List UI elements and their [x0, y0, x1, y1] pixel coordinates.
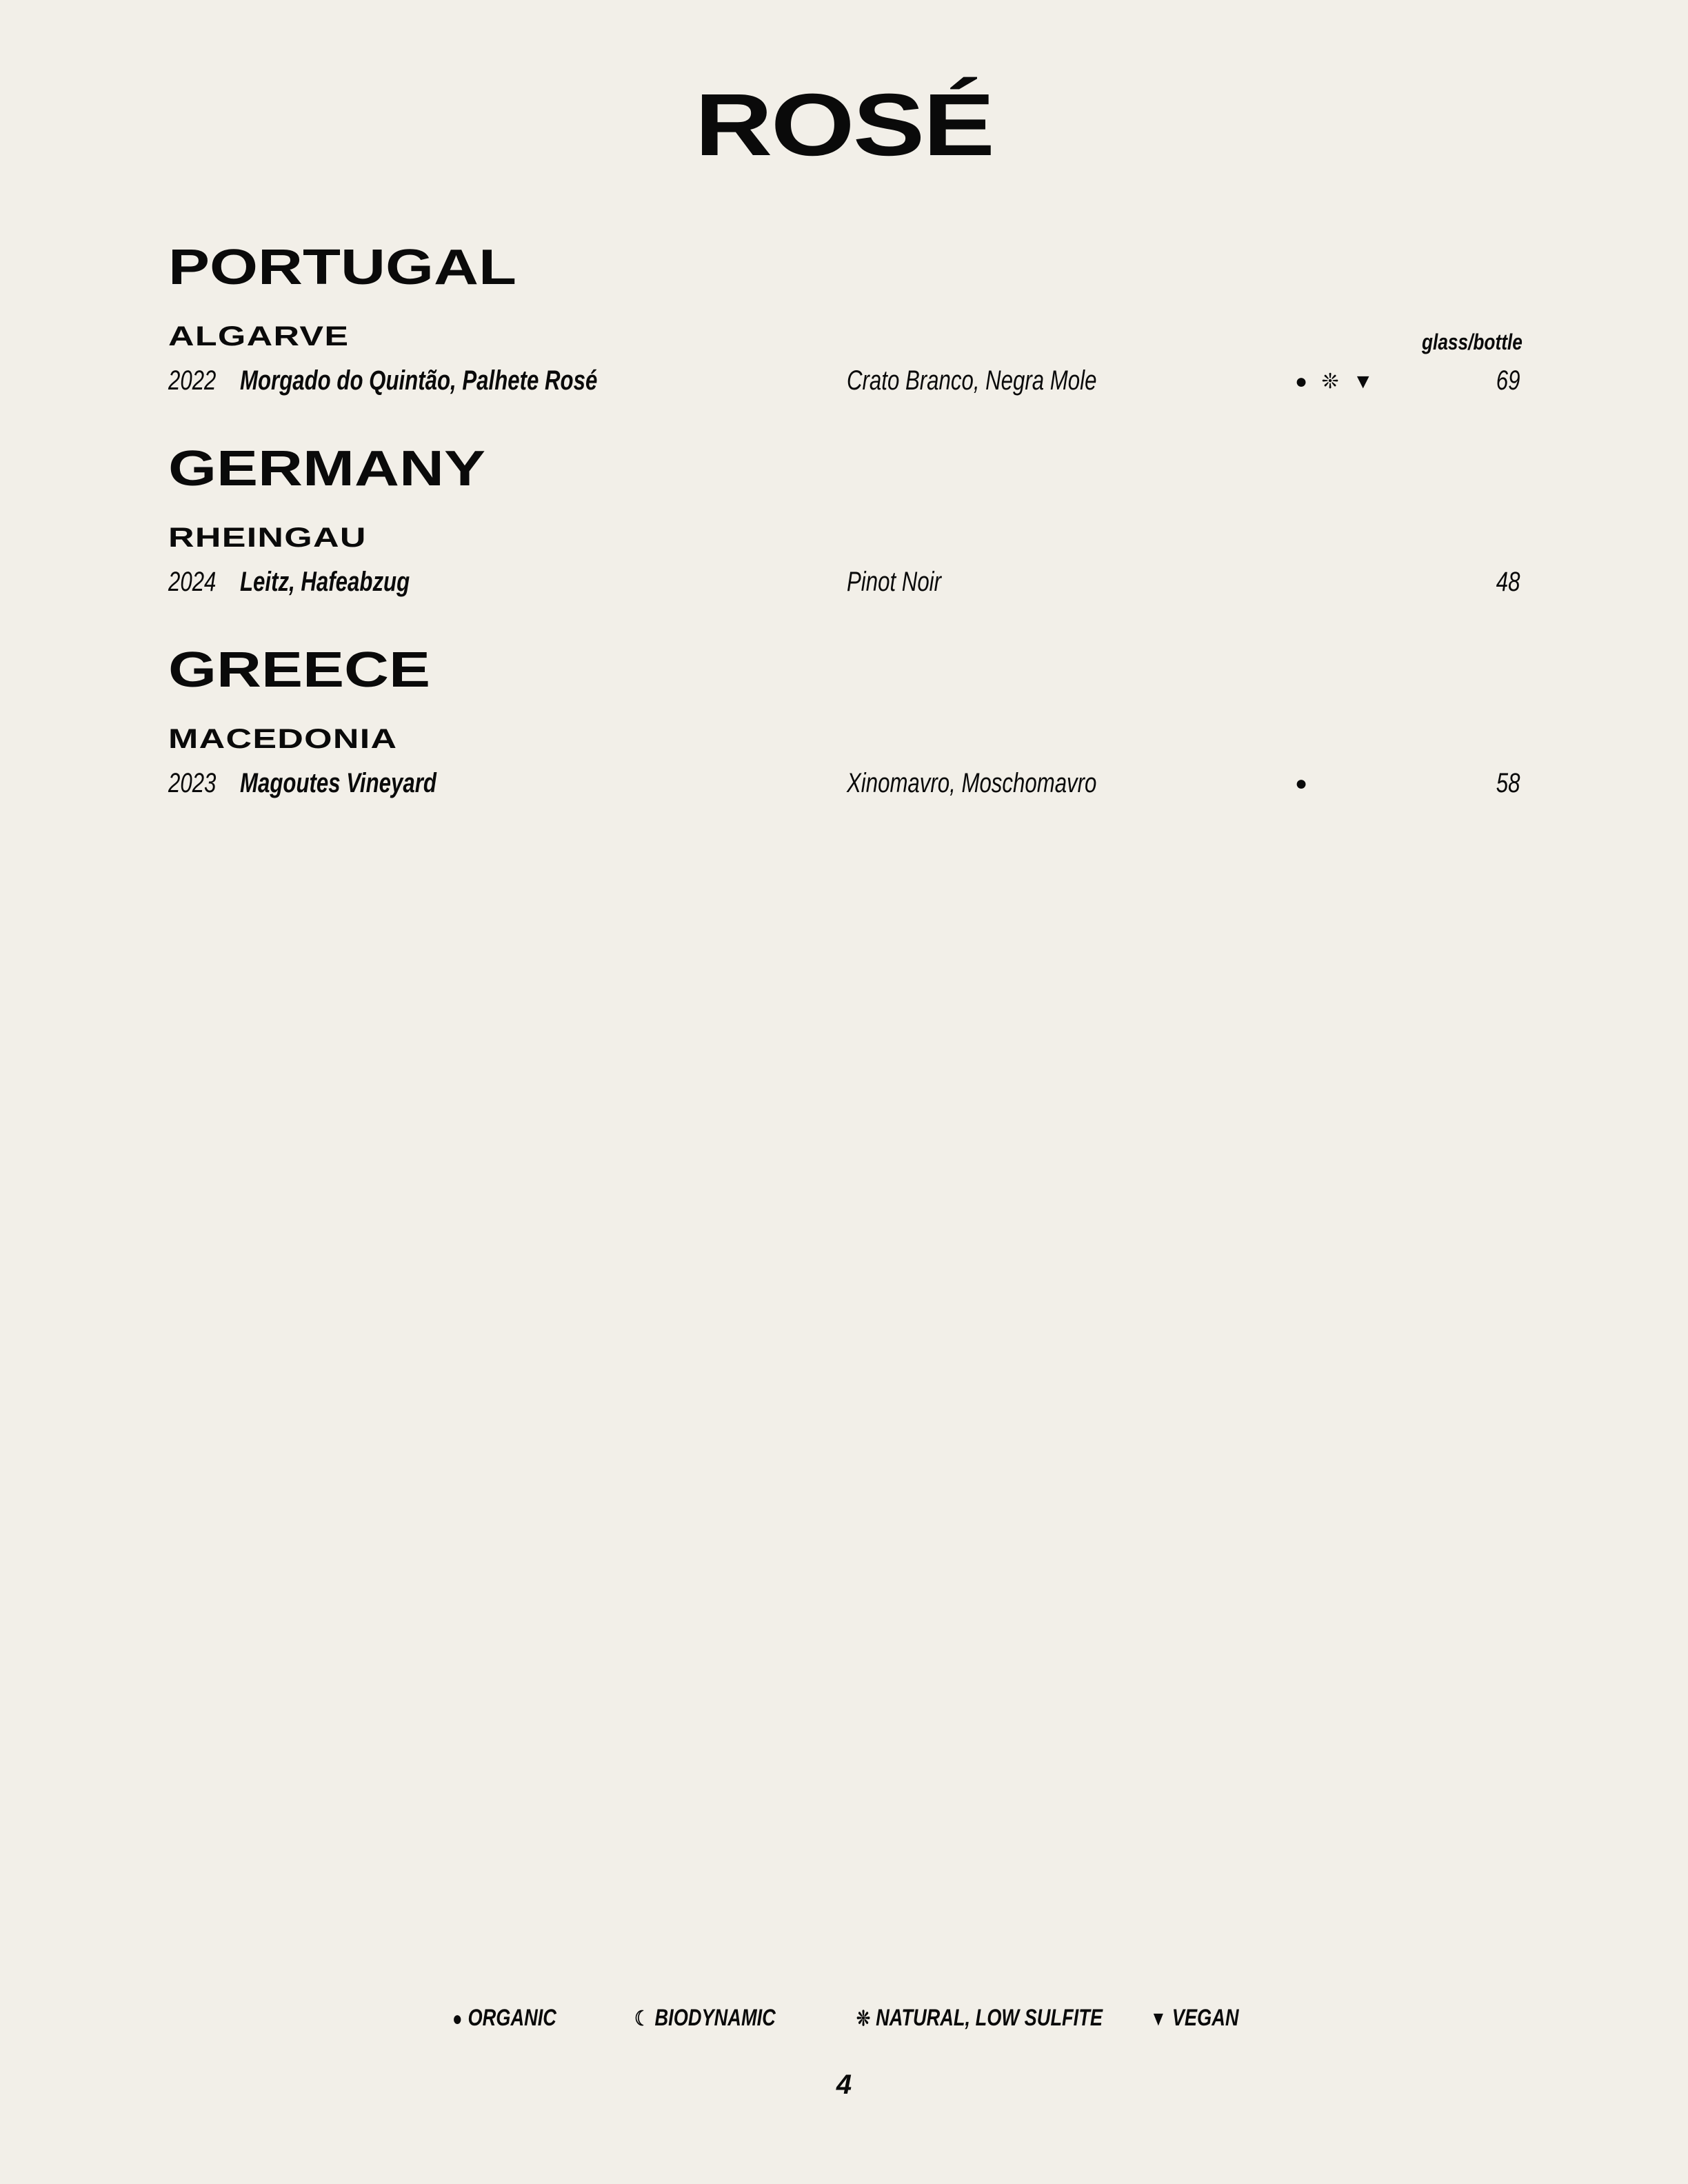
region-heading-algarve: ALGARVE	[168, 321, 350, 352]
legend-item-vegan	[1150, 2005, 1239, 2032]
moon-icon: ☾	[634, 2008, 650, 2030]
wine-row	[0, 365, 1688, 400]
page-number: 4	[836, 2070, 852, 2100]
sparkle-icon: ❊	[856, 2008, 871, 2030]
wine-symbols: ●	[1295, 772, 1312, 795]
legend-item-biodynamic	[634, 2005, 776, 2032]
triangle-icon: ▼	[1150, 2008, 1167, 2030]
region-heading-macedonia: MACEDONIA	[168, 724, 398, 754]
wine-year: 2024	[168, 567, 217, 597]
legend-label: NATURAL, LOW SULFITE	[876, 2005, 1103, 2031]
wine-name: Leitz, Hafeabzug	[240, 567, 410, 597]
wine-year: 2023	[168, 768, 217, 798]
wine-row	[0, 768, 1688, 802]
wine-price: 58	[1496, 768, 1520, 798]
wine-name: Magoutes Vineyard	[240, 768, 436, 798]
wine-year: 2022	[168, 365, 217, 396]
wine-price: 48	[1496, 567, 1520, 597]
wine-price: 69	[1496, 365, 1520, 396]
legend-label: BIODYNAMIC	[654, 2005, 776, 2031]
wine-grapes: Crato Branco, Negra Mole	[847, 365, 1097, 396]
legend-label: ORGANIC	[468, 2005, 556, 2031]
wine-symbols: ● ❊ ▼	[1295, 370, 1378, 393]
page-title: ROSÉ	[694, 76, 994, 174]
legend	[0, 2005, 1688, 2039]
wine-grapes: Xinomavro, Moschomavro	[847, 768, 1097, 798]
glass-bottle-header: glass/bottle	[1422, 330, 1523, 354]
country-heading-portugal: PORTUGAL	[168, 240, 516, 295]
country-heading-germany: GERMANY	[168, 441, 486, 496]
country-heading-greece: GREECE	[168, 643, 431, 698]
legend-label: VEGAN	[1172, 2005, 1239, 2031]
wine-grapes: Pinot Noir	[847, 567, 941, 597]
legend-item-natural	[856, 2005, 1103, 2032]
region-heading-rheingau: RHEINGAU	[168, 523, 367, 553]
organic-icon: ●	[452, 2008, 463, 2030]
wine-name: Morgado do Quintão, Palhete Rosé	[240, 365, 598, 396]
legend-item-organic	[452, 2005, 556, 2032]
wine-row	[0, 567, 1688, 601]
